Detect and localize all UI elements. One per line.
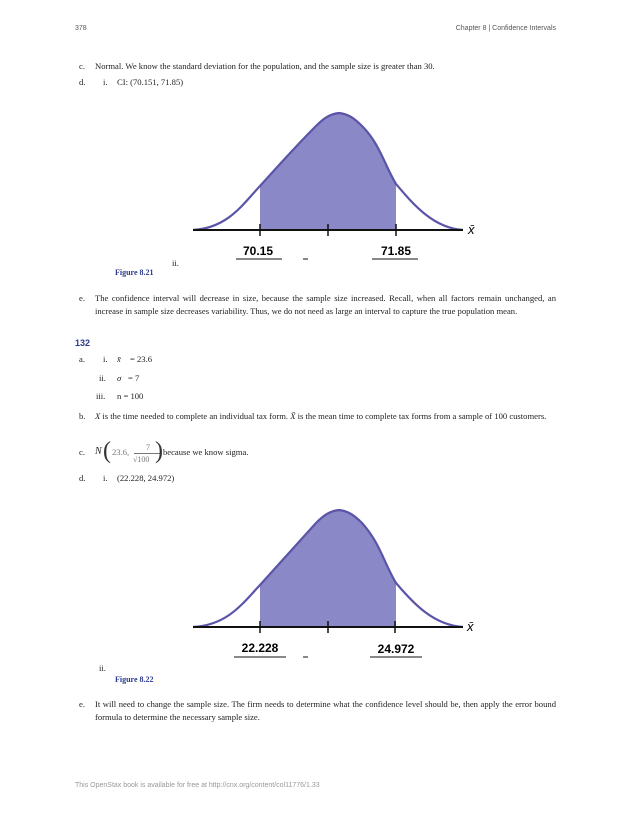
part-a-iii-text: n = 100: [117, 391, 144, 401]
part-a-i-marker: i.: [103, 354, 108, 364]
part-a-i-text: = 23.6: [130, 354, 153, 364]
figure-caption-8-21: Figure 8.21: [115, 268, 154, 277]
problem-number: 132: [75, 338, 91, 348]
part-a-i-symbol: x̄: [117, 354, 121, 364]
part-d-top-marker: d.: [79, 77, 86, 87]
part-e-marker: e.: [79, 699, 85, 709]
part-d-ii-marker: ii.: [99, 663, 106, 673]
part-e-text: It will need to change the sample size. The firm needs to determine what the confidence level should be, then apply the error bound formula to determine the necessary sample size.: [95, 699, 556, 722]
footer-text: This OpenStax book is available for free at http://cnx.org/content/col11776/1.33: [75, 782, 320, 789]
part-a-marker: a.: [79, 354, 85, 364]
left-paren: (: [103, 438, 111, 464]
part-d-ci: (22.228, 24.972): [117, 473, 175, 483]
shaded-area: [260, 113, 396, 230]
chapter-title: Chapter 8 | Confidence Intervals: [455, 25, 556, 32]
part-c-top-text: Normal. We know the standard deviation for the population, and the sample size is greater than 30.: [95, 61, 435, 71]
part-d-top-ii-marker: ii.: [172, 258, 179, 268]
figure-caption-8-22: Figure 8.22: [115, 675, 154, 684]
part-a-ii-symbol: σ: [117, 373, 122, 383]
upper-bound-label: 24.972: [377, 642, 415, 656]
part-d-top-ci: CI: (70.151, 71.85): [117, 77, 184, 87]
right-paren: ): [155, 438, 163, 464]
page-number: 378: [75, 25, 87, 32]
fraction-numerator: 7: [146, 443, 150, 452]
part-c-text: because we know sigma.: [163, 447, 249, 457]
lower-bound-label: 22.228: [241, 641, 279, 655]
part-c-marker: c.: [79, 447, 85, 457]
part-b-text: X is the time needed to complete an individual tax form. X̄ is the mean time to complete tax forms from a sample of 100 customers.: [95, 411, 547, 421]
shaded-area: [260, 510, 396, 627]
fraction-denominator: √100: [133, 455, 150, 464]
normal-curve-figure-8-21: [188, 104, 488, 269]
part-e-top-marker: e.: [79, 293, 85, 303]
mean-value: 23.6,: [112, 447, 130, 457]
part-d-sub-marker: i.: [103, 473, 108, 483]
normal-curve-figure-8-22: [188, 503, 488, 668]
upper-bound-label: 71.85: [380, 244, 412, 258]
part-e-top-text: The confidence interval will decrease in size, because the sample size increased. Recall, when all factors remain unchanged, an increase in sample size decreases variability. Thus, we do not need as large an interval to capture the true population mean.: [95, 293, 556, 316]
part-d-top-sub-marker: i.: [103, 77, 108, 87]
dist-symbol: N: [95, 446, 102, 457]
part-a-ii-marker: ii.: [99, 373, 106, 383]
lower-bound-label: 70.15: [242, 244, 274, 258]
part-b-marker: b.: [79, 411, 86, 421]
part-c-top-marker: c.: [79, 61, 85, 71]
part-d-marker: d.: [79, 473, 86, 483]
part-a-iii-marker: iii.: [96, 391, 106, 401]
x-axis-label: x̄: [468, 222, 475, 237]
part-a-ii-text: = 7: [128, 373, 140, 383]
x-axis-label: x̄: [467, 619, 474, 634]
